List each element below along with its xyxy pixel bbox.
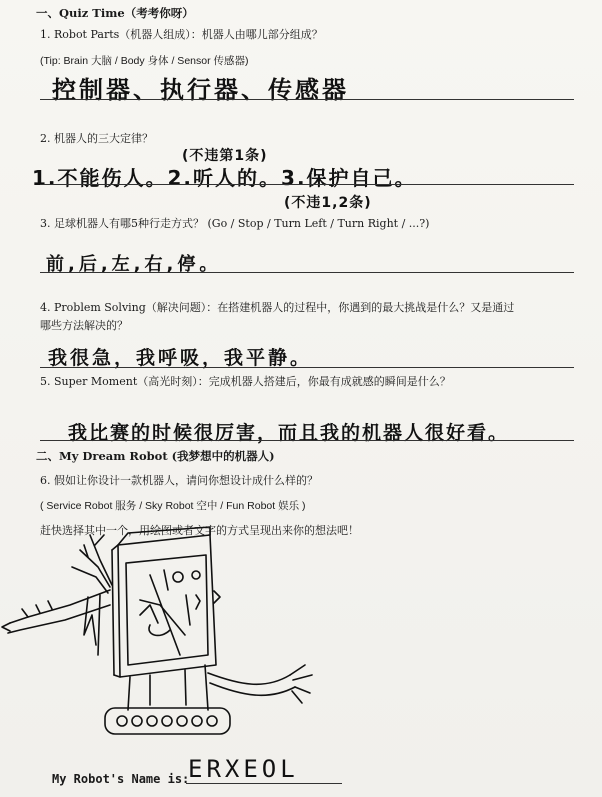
q2-answer-line [40, 184, 574, 185]
robot-name-label: My Robot's Name is: [52, 772, 190, 786]
q5-answer: 我比赛的时候很厉害，而且我的机器人很好看。 [68, 422, 510, 444]
robot-right-arm [208, 665, 312, 703]
q2-note-1: (不违第1条) [182, 148, 268, 164]
q6-question: 6. 假如让你设计一款机器人，请问你想设计成什么样的？ [40, 474, 318, 487]
robot-name-line [186, 783, 342, 784]
robot-drawing [0, 505, 340, 755]
q1-tip: (Tip: Brain 大脑 / Body 身体 / Sensor 传感器) [40, 55, 249, 67]
q4-answer-line [40, 367, 574, 368]
q2-note-2: (不违1,2条) [284, 195, 372, 211]
robot-side-fins [84, 595, 100, 655]
q6-instruction: 赶快选择其中一个，用绘图或者文字的方式呈现出来你的想法吧！ [40, 524, 359, 537]
q4-question-line1: 4. Problem Solving（解决问题）：在搭建机器人的过程中，你遇到的最大挑战是什么？又是通过 [40, 301, 515, 314]
q5-answer-line [40, 440, 574, 441]
q4-answer: 我很急，我呼吸，我平静。 [48, 347, 313, 369]
section1-title: 一、Quiz Time（考考你呀） [36, 6, 194, 20]
q6-options: ( Service Robot 服务 / Sky Robot 空中 / Fun Robot 娱乐 ) [40, 500, 306, 512]
q3-answer: 前,后,左,右,停。 [46, 254, 222, 275]
robot-name-answer: ERXEOL [188, 755, 299, 783]
q3-question: 3. 足球机器人有哪5种行走方式？ (Go / Stop / Turn Left / Turn Right / ...?) [40, 217, 430, 230]
q5-question: 5. Super Moment（高光时刻）：完成机器人搭建后，你最有成就感的瞬间是什么？ [40, 375, 451, 388]
q1-answer-line [40, 99, 574, 100]
q1-answer: 控制器、执行器、传感器 [52, 76, 349, 104]
q3-answer-line [40, 272, 574, 273]
q2-question: 2. 机器人的三大定律？ [40, 132, 153, 145]
robot-left-wing [2, 535, 112, 633]
q2-answer: 1.不能伤人。2.听人的。3.保护自己。 [32, 166, 417, 190]
q4-question-line2: 哪些方法解决的？ [40, 319, 128, 332]
section2-title: 二、My Dream Robot (我梦想中的机器人) [36, 449, 275, 463]
robot-body [112, 535, 220, 677]
q1-question: 1. Robot Parts（机器人组成）：机器人由哪儿部分组成？ [40, 28, 323, 41]
robot-wheel-base [105, 708, 230, 734]
